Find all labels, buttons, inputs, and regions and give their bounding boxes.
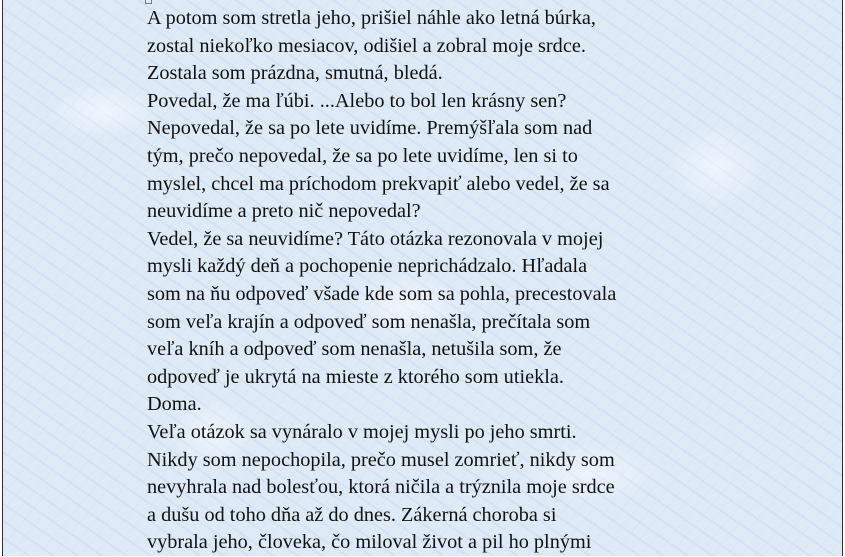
text-line: som na ňu odpoveď všade kde som sa pohla, precestovala <box>147 282 617 305</box>
text-line: Zostala som prázdna, smutná, bledá. <box>147 62 443 85</box>
cursor-marker <box>145 0 152 4</box>
document-text[interactable] <box>147 5 747 557</box>
text-line: Veľa otázok sa vynáralo v mojej mysli po jeho smrti. <box>147 420 577 443</box>
text-line: myslel, chcel ma príchodom prekvapiť alebo vedel, že sa <box>147 172 610 195</box>
text-line: zostal niekoľko mesiacov, odišiel a zobral moje srdce. <box>147 34 586 57</box>
text-line: mysli každý deň a pochopenie neprichádzalo. Hľadala <box>147 255 588 278</box>
text-line: Vedel, že sa neuvidíme? Táto otázka rezonovala v mojej <box>147 227 604 250</box>
text-line: som veľa krajín a odpoveď som nenašla, prečítala som <box>147 310 591 333</box>
text-line: Nikdy som nepochopila, prečo musel zomrieť, nikdy som <box>147 448 615 471</box>
text-line: Doma. <box>147 393 202 416</box>
text-line: tým, prečo nepovedal, že sa po lete uvidíme, len si to <box>147 144 578 167</box>
document-page <box>2 0 843 556</box>
text-line: vybrala jeho, človeka, čo miloval život a pil ho plnými <box>147 531 592 554</box>
text-line: nevyhrala nad bolesťou, ktorá ničila a trýznila moje srdce <box>147 476 615 499</box>
text-line: a dušu od toho dňa až do dnes. Zákerná choroba si <box>147 503 557 526</box>
text-line: Povedal, že ma ľúbi. ...Alebo to bol len krásny sen? <box>147 89 567 112</box>
text-line: odpoveď je ukrytá na mieste z ktorého som utiekla. <box>147 365 564 388</box>
text-line: neuvidíme a preto nič nepovedal? <box>147 200 421 223</box>
text-line: veľa kníh a odpoveď som nenašla, netušila som, že <box>147 338 562 361</box>
text-line: Nepovedal, že sa po lete uvidíme. Premýšľala som nad <box>147 117 593 140</box>
text-line: A potom som stretla jeho, prišiel náhle ako letná búrka, <box>147 7 596 29</box>
